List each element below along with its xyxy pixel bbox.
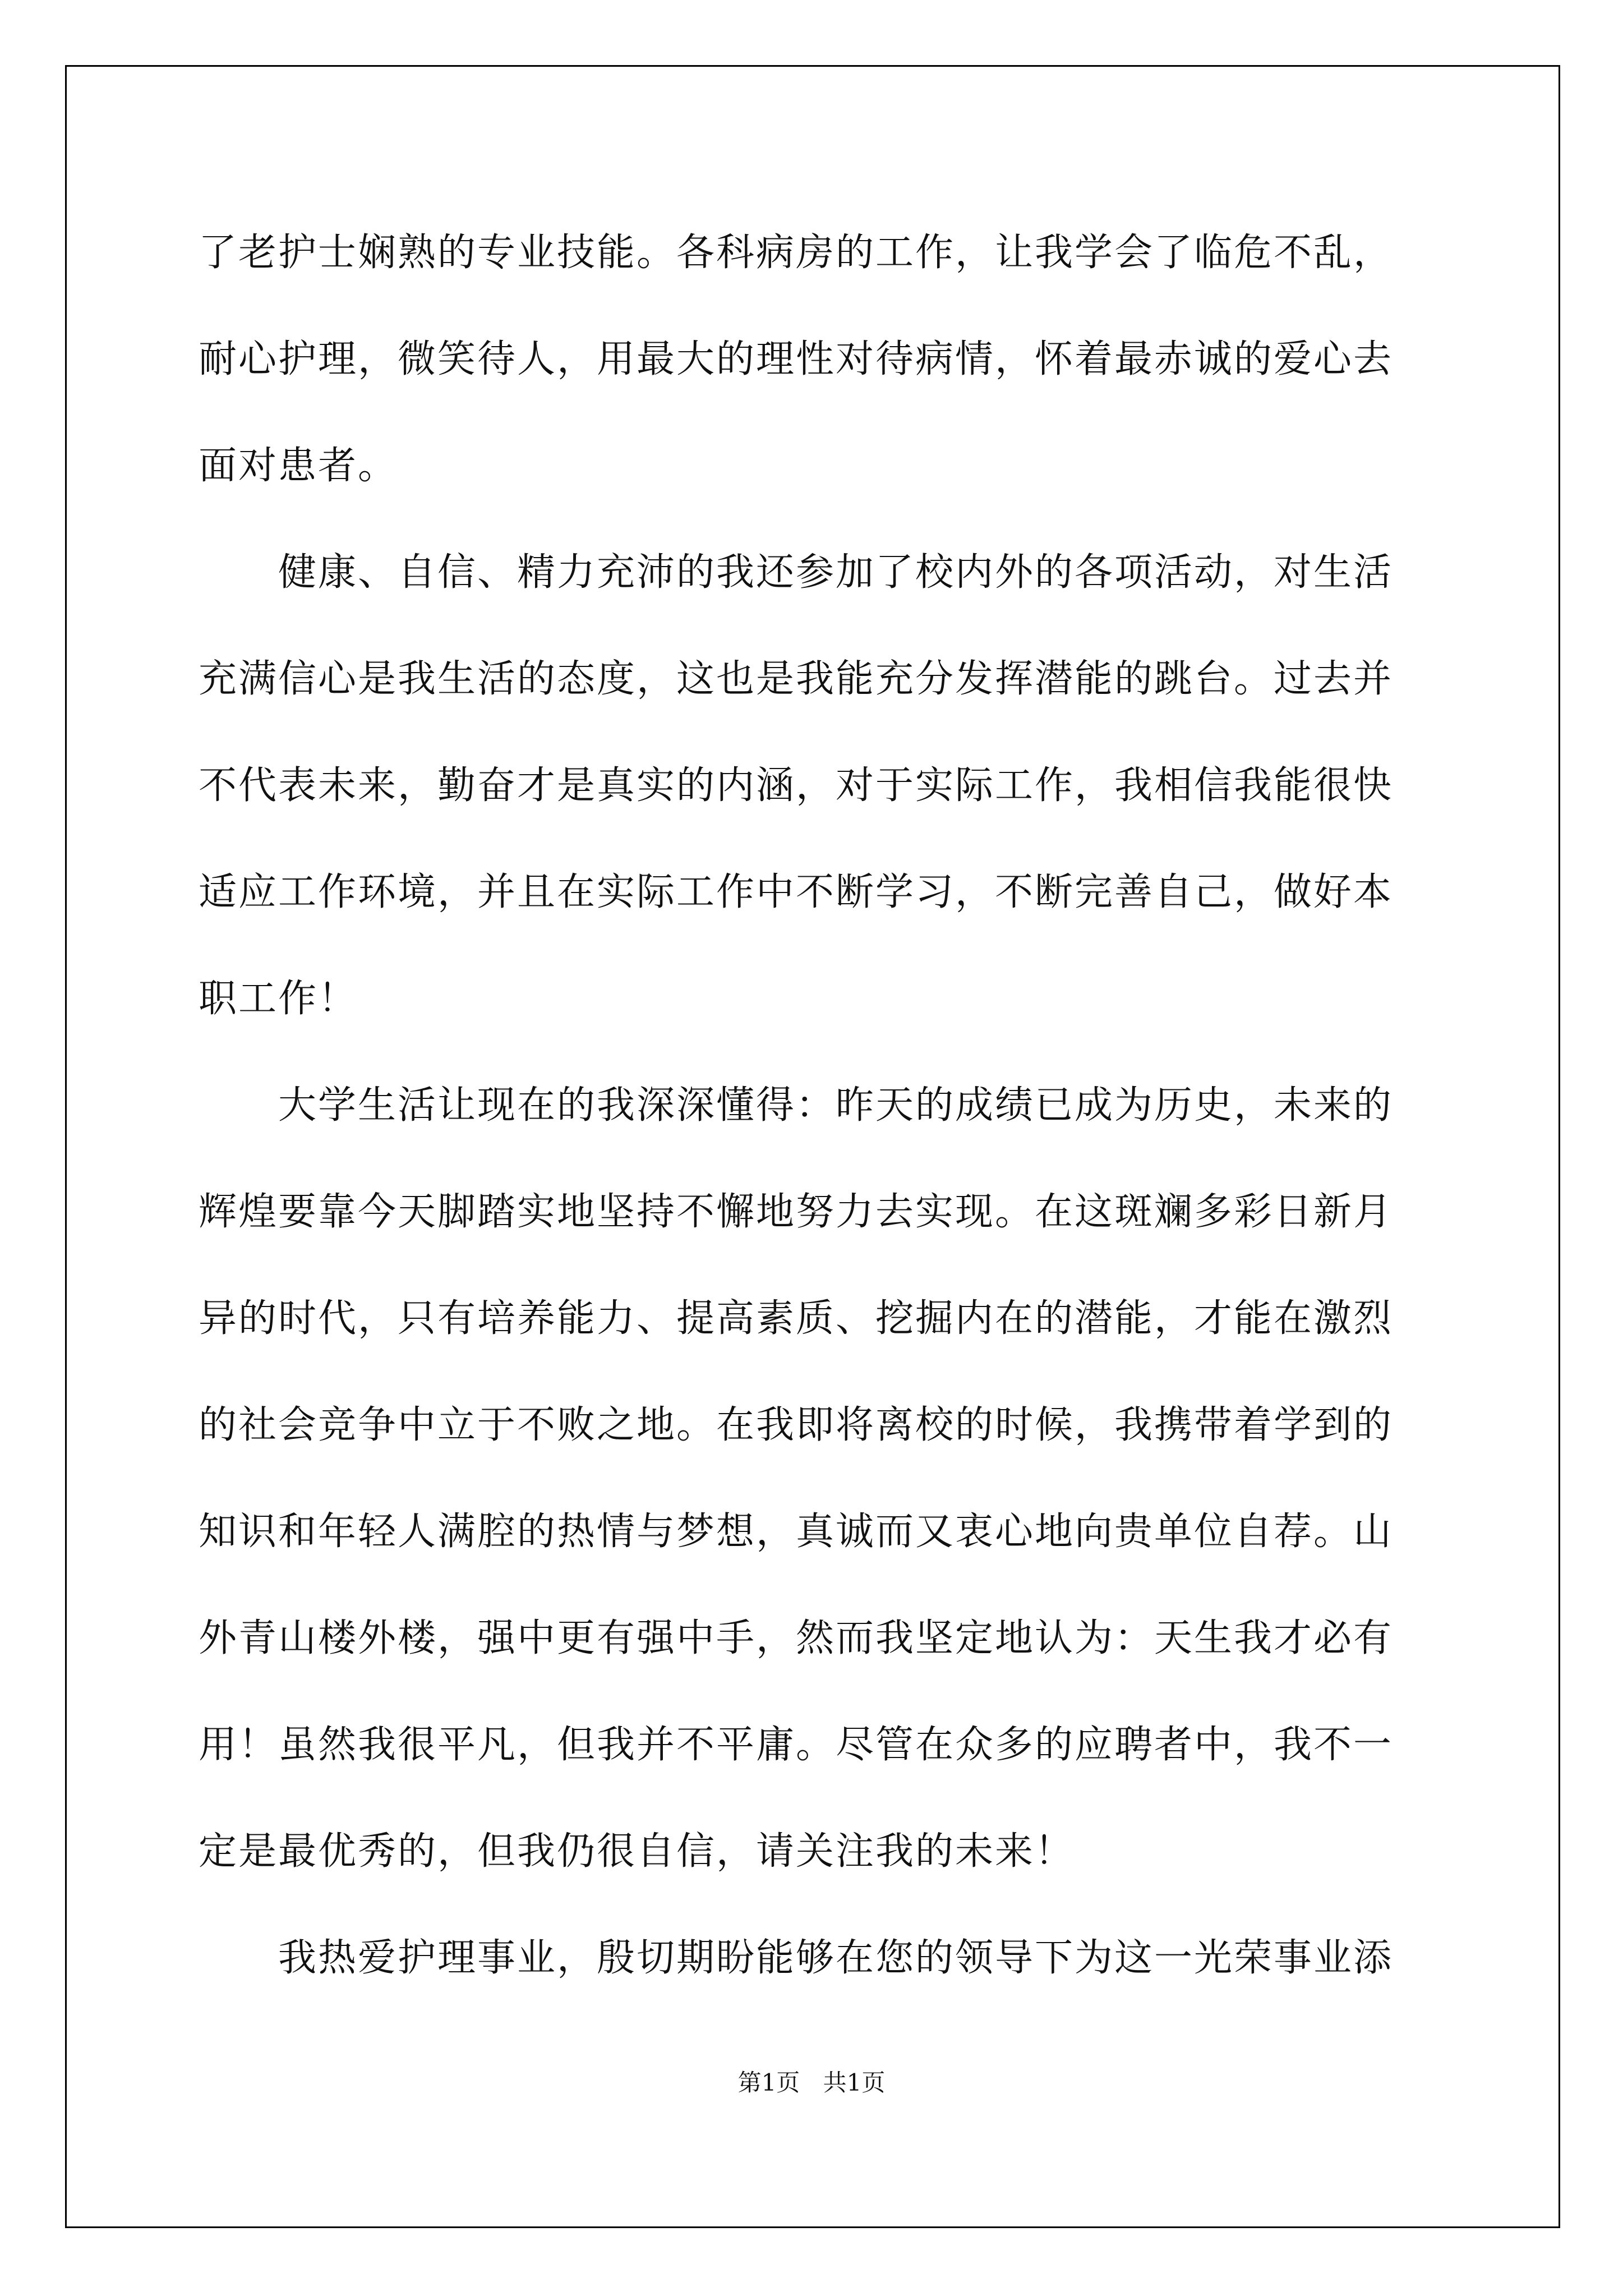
- text-line: 面对患者。: [199, 444, 398, 488]
- text-line: 异的时代，只有培养能力、提高素质、挖掘内在的潜能，才能在激烈: [199, 1296, 1394, 1341]
- text-line: 定是最优秀的，但我仍很自信，请关注我的未来！: [199, 1829, 1075, 1874]
- text-line: 了老护士娴熟的专业技能。各科病房的工作，让我学会了临危不乱，: [199, 231, 1394, 275]
- text-line: 适应工作环境，并且在实际工作中不断学习，不断完善自己，做好本: [199, 870, 1394, 914]
- page-number: 第1页: [737, 2069, 800, 2096]
- text-line: 我热爱护理事业，殷切期盼能够在您的领导下为这一光荣事业添: [199, 1936, 1394, 1980]
- text-line: 职工作！: [199, 977, 358, 1021]
- text-line: 辉煌要靠今天脚踏实地坚持不懈地努力去实现。在这斑斓多彩日新月: [199, 1190, 1394, 1234]
- text-line: 健康、自信、精力充沛的我还参加了校内外的各项活动，对生活: [199, 550, 1394, 595]
- text-line: 不代表未来，勤奋才是真实的内涵，对于实际工作，我相信我能很快: [199, 763, 1394, 808]
- page-total: 共1页: [823, 2069, 886, 2096]
- text-line: 用！虽然我很平凡，但我并不平庸。尽管在众多的应聘者中，我不一: [199, 1723, 1394, 1767]
- text-line: 外青山楼外楼，强中更有强中手，然而我坚定地认为：天生我才必有: [199, 1616, 1394, 1660]
- page-footer: [0, 2066, 1623, 2100]
- text-line: 耐心护理，微笑待人，用最大的理性对待病情，怀着最赤诚的爱心去: [199, 337, 1394, 381]
- text-line: 大学生活让现在的我深深懂得：昨天的成绩已成为历史，未来的: [199, 1083, 1394, 1128]
- text-line: 的社会竞争中立于不败之地。在我即将离校的时候，我携带着学到的: [199, 1403, 1394, 1447]
- text-line: 充满信心是我生活的态度，这也是我能充分发挥潜能的跳台。过去并: [199, 657, 1394, 701]
- page-border: [65, 65, 1560, 2228]
- text-line: 知识和年轻人满腔的热情与梦想，真诚而又衷心地向贵单位自荐。山: [199, 1510, 1394, 1554]
